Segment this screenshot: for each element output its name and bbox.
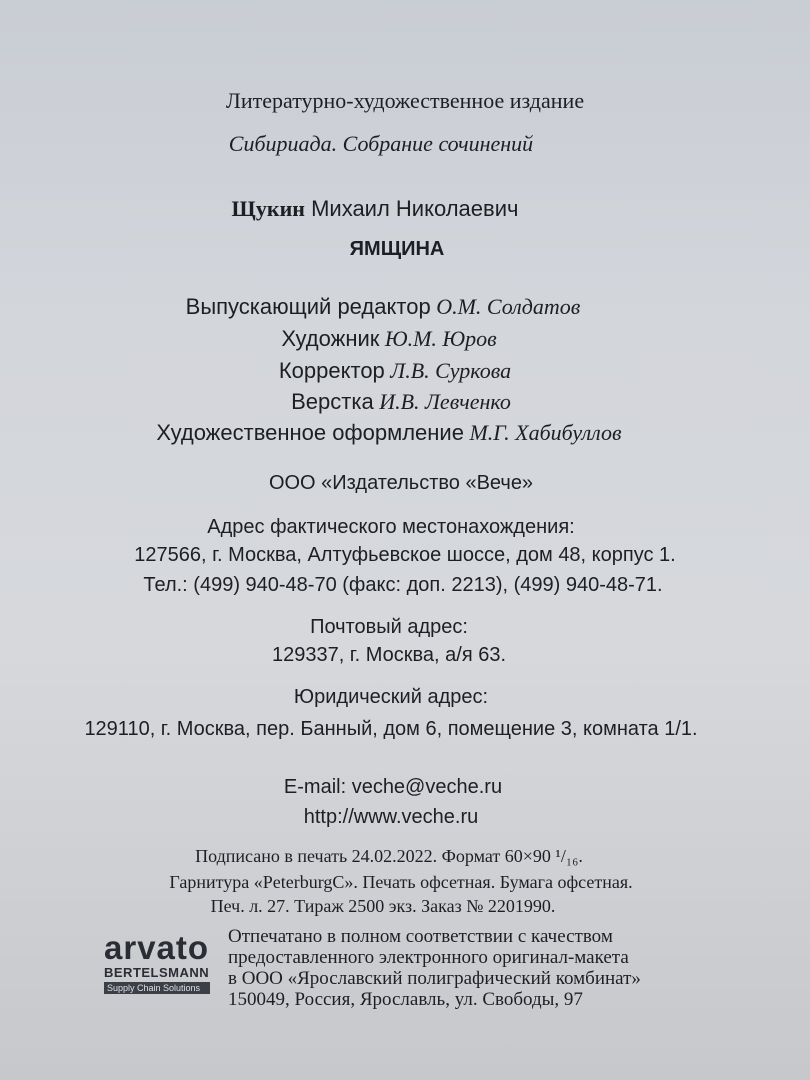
printer-line: 150049, Россия, Ярославль, ул. Свободы, 97	[228, 989, 583, 1010]
staff-name: И.В. Левченко	[379, 389, 511, 414]
staff-role: Верстка	[291, 389, 374, 414]
arvato-logo	[104, 931, 216, 1001]
staff-name: Ю.М. Юров	[384, 326, 497, 351]
logo-tagline-bar: Supply Chain Solutions	[104, 982, 210, 994]
postal-address: 129337, г. Москва, а/я 63.	[271, 644, 507, 666]
staff-role: Корректор	[278, 358, 385, 383]
staff-role: Художник	[281, 326, 380, 351]
printer-line: предоставленного электронного оригинал-макета	[228, 947, 629, 968]
staff-line-layout	[0, 389, 806, 415]
book-title: ЯМЩИНА	[349, 238, 445, 260]
phone-line: Тел.: (499) 940-48-70 (факс: доп. 2213), (499) 940-48-71.	[143, 574, 663, 596]
staff-line-artist	[0, 326, 794, 352]
logo-wordmark: arvato	[104, 929, 210, 966]
legal-address-label: Юридический адрес:	[293, 686, 489, 708]
website-link[interactable]: http://www.veche.ru	[303, 806, 479, 828]
legal-address: 129110, г. Москва, пер. Банный, дом 6, помещение 3, комната 1/1.	[84, 718, 698, 740]
staff-name: Л.В. Суркова	[390, 358, 512, 383]
actual-address: 127566, г. Москва, Алтуфьевское шоссе, дом 48, корпус 1.	[134, 544, 676, 566]
publication-type: Литературно-художественное издание	[225, 88, 585, 113]
staff-line-design	[0, 420, 794, 446]
author-surname: Щукин	[231, 196, 305, 221]
printer-line: Отпечатано в полном соответствии с качеством	[228, 926, 613, 947]
publisher-name: ООО «Издательство «Вече»	[268, 472, 534, 494]
staff-line-proofreader	[0, 358, 800, 384]
staff-line-editor	[0, 294, 788, 320]
print-signed-line: Подписано в печать 24.02.2022. Формат 60×90 ¹/₁₆.	[195, 846, 583, 866]
printer-line: в ООО «Ярославский полиграфический комбинат»	[228, 968, 641, 989]
actual-address-label: Адрес фактического местонахождения:	[207, 516, 575, 538]
staff-role: Выпускающий редактор	[185, 294, 431, 319]
staff-name: М.Г. Хабибуллов	[469, 420, 622, 445]
postal-address-label: Почтовый адрес:	[310, 616, 468, 638]
print-run-line: Печ. л. 27. Тираж 2500 экз. Заказ № 2201990.	[210, 896, 556, 916]
staff-role: Художественное оформление	[156, 420, 464, 445]
printer-info	[228, 926, 668, 1010]
author-line	[0, 196, 780, 222]
logo-subtitle: BERTELSMANN	[104, 965, 210, 980]
staff-name: О.М. Солдатов	[436, 294, 581, 319]
series-title: Сибириада. Собрание сочинений	[228, 131, 534, 156]
author-given-names: Михаил Николаевич	[304, 196, 519, 221]
email-link[interactable]: E-mail: veche@veche.ru	[283, 776, 503, 798]
typeface-line: Гарнитура «PeterburgC». Печать офсетная. Бумага офсетная.	[169, 872, 633, 892]
